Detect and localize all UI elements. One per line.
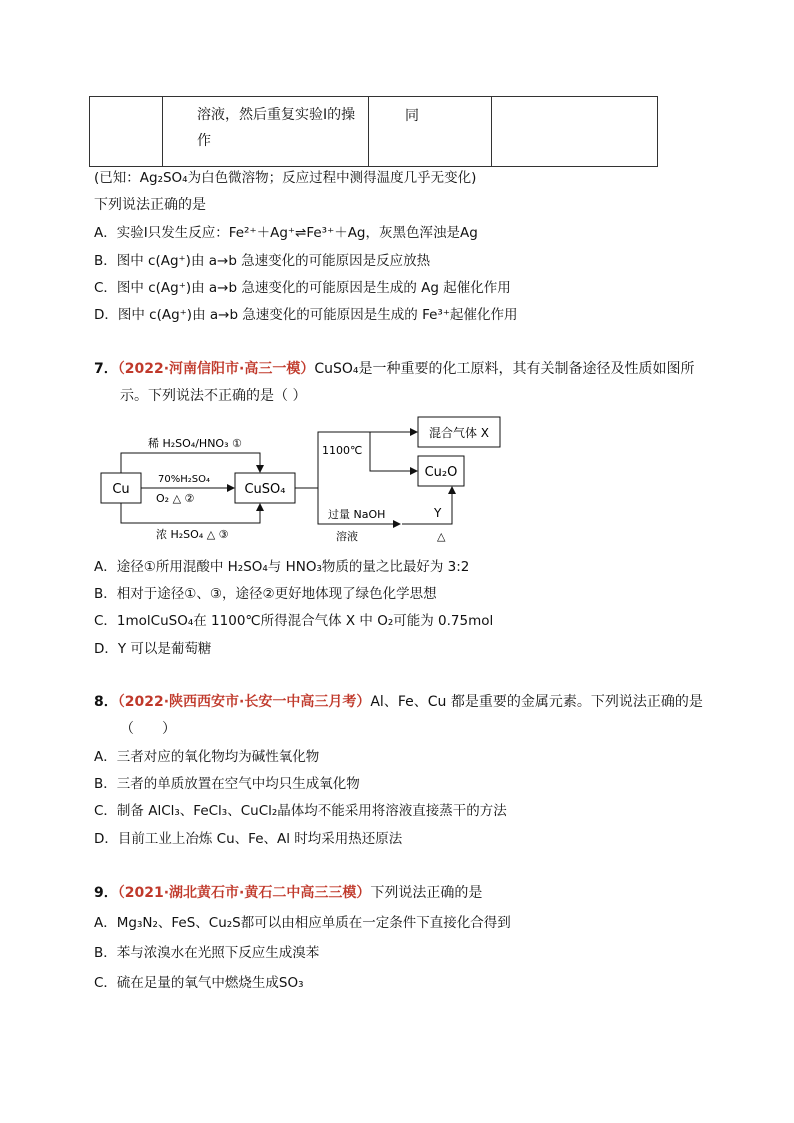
q7-stem-line2: 示。下列说法不正确的是（ ） — [120, 388, 307, 404]
q6-option-b: B．图中 c(Ag⁺)由 a→b 急速变化的可能原因是反应放热 — [94, 253, 431, 269]
table-cell — [163, 97, 369, 167]
q7-option-d: D．Y 可以是葡萄糖 — [94, 641, 212, 657]
q6-option-c: C．图中 c(Ag⁺)由 a→b 急速变化的可能原因是生成的 Ag 起催化作用 — [94, 280, 511, 296]
q9-option-b: B．苯与浓溴水在光照下反应生成溴苯 — [94, 945, 320, 961]
experiment-table — [89, 96, 658, 167]
q7-number: 7． — [94, 361, 118, 377]
naoh-label-2: 溶液 — [336, 530, 358, 543]
q8-heading — [94, 692, 703, 712]
cu2o-label: Cu₂O — [424, 465, 458, 480]
route2-label-top: 70%H₂SO₄ — [158, 474, 210, 485]
q8-stem-line2: （ ） — [120, 721, 176, 737]
table-cell-text: 溶液，然后重复实验Ⅰ的操作 — [197, 107, 356, 149]
table-cell-text: 同 — [405, 108, 419, 124]
temp-label: 1100℃ — [322, 444, 363, 457]
q9-stem: 下列说法正确的是 — [370, 885, 483, 901]
q6-option-a: A．实验Ⅰ只发生反应：Fe²⁺＋Ag⁺⇌Fe³⁺＋Ag，灰黑色浑浊是Ag — [94, 225, 478, 241]
q8-option-a: A．三者对应的氧化物均为碱性氧化物 — [94, 749, 320, 765]
route1-arrow — [121, 453, 260, 473]
q9-option-a: A．Mg₃N₂、FeS、Cu₂S都可以由相应单质在一定条件下直接化合得到 — [94, 915, 511, 931]
q9-option-c: C．硫在足量的氧气中燃烧生成SO₃ — [94, 975, 304, 991]
naoh-label: 过量 NaOH — [328, 508, 386, 521]
q8-option-b: B．三者的单质放置在空气中均只生成氧化物 — [94, 776, 360, 792]
to-cu2o-arrow — [370, 432, 417, 471]
q7-option-a: A．途径①所用混酸中 H₂SO₄与 HNO₃物质的量之比最好为 3:2 — [94, 559, 470, 575]
q8-stem-line1: Al、Fe、Cu 都是重要的金属元素。下列说法正确的是 — [370, 694, 703, 710]
route3-arrow — [121, 503, 260, 523]
heat-label: △ — [437, 530, 446, 543]
q7-option-c: C．1molCuSO₄在 1100℃所得混合气体 X 中 O₂可能为 0.75mol — [94, 613, 494, 629]
y-to-cu2o-arrow — [402, 487, 452, 524]
cuso4-label: CuSO₄ — [244, 482, 286, 497]
q6-stem: 下列说法正确的是 — [94, 197, 206, 213]
table-cell — [369, 97, 492, 167]
q8-option-d: D．目前工业上冶炼 Cu、Fe、Al 时均采用热还原法 — [94, 831, 403, 847]
cuso4-preparation-diagram — [100, 416, 510, 544]
q6-option-d: D．图中 c(Ag⁺)由 a→b 急速变化的可能原因是生成的 Fe³⁺起催化作用 — [94, 307, 518, 323]
gas-x-label: 混合气体 X — [428, 426, 490, 440]
table-cell — [90, 97, 163, 167]
q7-option-b: B．相对于途径①、③，途径②更好地体现了绿色化学思想 — [94, 586, 437, 602]
known-note: (已知：Ag₂SO₄为白色微溶物；反应过程中测得温度几乎无变化) — [94, 170, 477, 186]
q9-number: 9． — [94, 885, 118, 901]
table-cell — [492, 97, 658, 167]
y-label: Y — [434, 506, 442, 520]
route2-label-bottom: O₂ △ ② — [156, 492, 195, 505]
q8-source: （2022·陕西西安市·长安一中高三月考） — [117, 694, 371, 710]
q7-heading — [94, 359, 695, 379]
q8-option-c: C．制备 AlCl₃、FeCl₃、CuCl₂晶体均不能采用将溶液直接蒸干的方法 — [94, 803, 507, 819]
route3-label: 浓 H₂SO₄ △ ③ — [156, 528, 229, 541]
branch-up — [318, 432, 370, 488]
q9-heading — [94, 883, 482, 903]
q7-stem-line1: CuSO₄是一种重要的化工原料，其有关制备途径及性质如图所 — [314, 361, 695, 377]
q9-source: （2021·湖北黄石市·黄石二中高三三模） — [117, 885, 371, 901]
table-row — [90, 97, 658, 167]
route1-label: 稀 H₂SO₄/HNO₃ ① — [148, 437, 242, 450]
q8-number: 8． — [94, 694, 118, 710]
cu-label: Cu — [112, 482, 130, 497]
q7-source: （2022·河南信阳市·高三一模） — [117, 361, 315, 377]
